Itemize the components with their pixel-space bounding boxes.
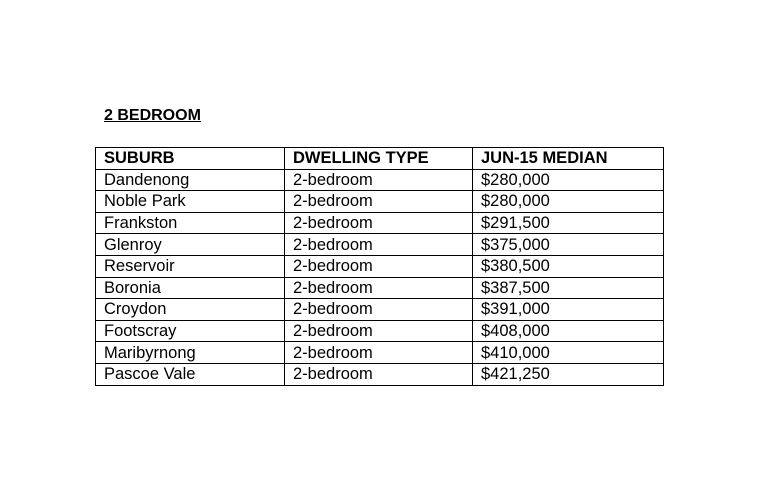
table-row [96,212,664,234]
median-cell: $387,500 [473,277,664,299]
table-row [96,277,664,299]
dwelling-type-cell: 2-bedroom [285,277,473,299]
dwelling-type-cell: 2-bedroom [285,363,473,385]
table-row [96,169,664,191]
dwelling-type-cell: 2-bedroom [285,169,473,191]
suburb-cell: Croydon [96,299,285,321]
column-header-dwelling-type: DWELLING TYPE [285,148,473,170]
table-row [96,191,664,213]
median-cell: $408,000 [473,320,664,342]
table-row [96,320,664,342]
table-row [96,342,664,364]
median-cell: $280,000 [473,169,664,191]
column-header-suburb: SUBURB [96,148,285,170]
suburb-cell: Pascoe Vale [96,363,285,385]
suburb-cell: Boronia [96,277,285,299]
median-cell: $291,500 [473,212,664,234]
median-cell: $391,000 [473,299,664,321]
suburb-cell: Frankston [96,212,285,234]
dwelling-type-cell: 2-bedroom [285,320,473,342]
dwelling-type-cell: 2-bedroom [285,342,473,364]
median-price-table [95,147,664,386]
suburb-cell: Maribyrnong [96,342,285,364]
median-cell: $375,000 [473,234,664,256]
table-header-row [96,148,664,170]
suburb-cell: Noble Park [96,191,285,213]
table-row [96,363,664,385]
table-row [96,299,664,321]
median-cell: $380,500 [473,255,664,277]
dwelling-type-cell: 2-bedroom [285,255,473,277]
section-heading: 2 BEDROOM [104,107,201,124]
median-cell: $410,000 [473,342,664,364]
column-header-median: JUN-15 MEDIAN [473,148,664,170]
table-row [96,234,664,256]
dwelling-type-cell: 2-bedroom [285,299,473,321]
median-cell: $280,000 [473,191,664,213]
suburb-cell: Glenroy [96,234,285,256]
dwelling-type-cell: 2-bedroom [285,212,473,234]
table-row [96,255,664,277]
suburb-cell: Reservoir [96,255,285,277]
suburb-cell: Dandenong [96,169,285,191]
dwelling-type-cell: 2-bedroom [285,191,473,213]
dwelling-type-cell: 2-bedroom [285,234,473,256]
median-cell: $421,250 [473,363,664,385]
suburb-cell: Footscray [96,320,285,342]
